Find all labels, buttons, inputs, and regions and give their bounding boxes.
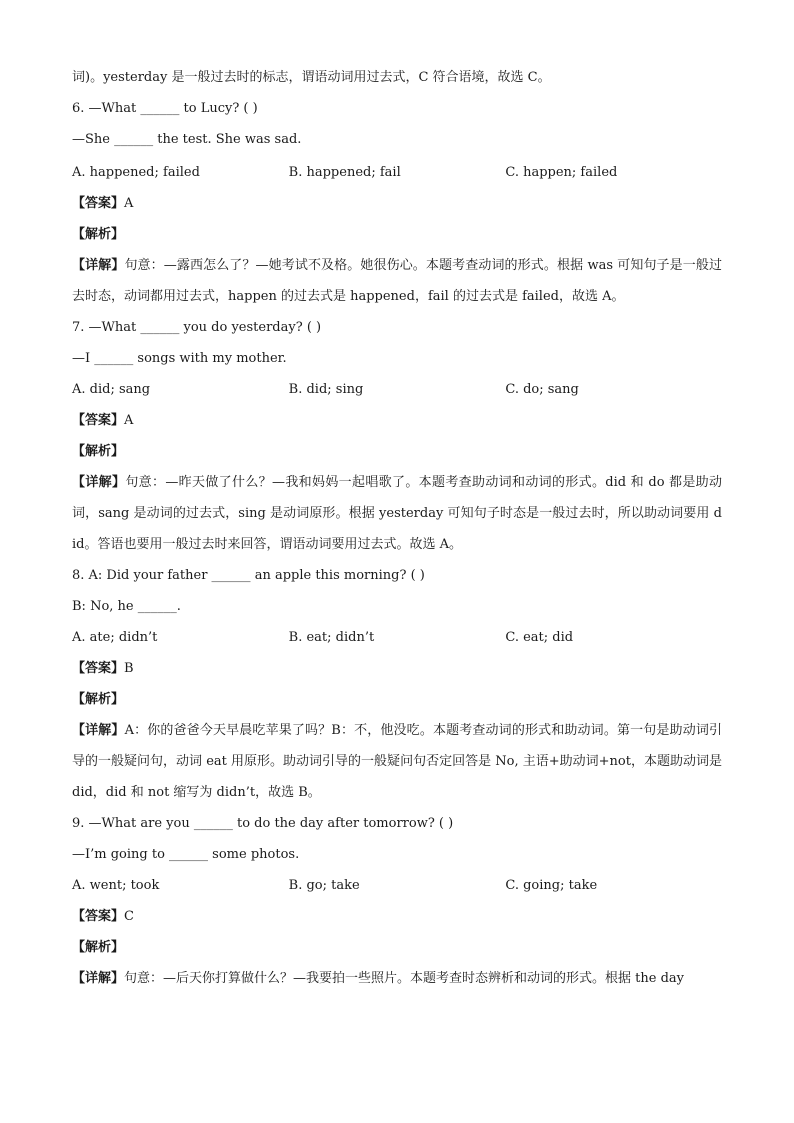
question-block [72,808,722,994]
answer-prompt-line: —She ______ the test. She was sad. [72,132,302,147]
answer-value: A [124,413,134,428]
answer-value: B [124,661,134,676]
answer-line [72,188,722,219]
option-b: B. eat; didn’t [288,630,375,645]
option-b: B. did; sing [288,382,364,397]
explanation [72,715,722,808]
explanation-text: 句意：—后天你打算做什么？—我要拍一些照片。本题考查时态辨析和动词的形式。根据 the day [124,971,684,986]
option-a: A. did; sang [72,382,151,397]
answer-line [72,653,722,684]
question-line: 6. —What ______ to Lucy? ( ) [72,101,258,116]
document-page [72,62,722,994]
answer-label: 【答案】 [72,909,125,924]
question-line: 7. —What ______ you do yesterday? ( ) [72,320,322,335]
answer-line [72,901,722,932]
detail-label: 【详解】 [72,475,126,490]
analysis-line [72,436,722,467]
explanation [72,250,722,312]
options-row [72,622,722,653]
analysis-line [72,219,722,250]
analysis-label: 【解析】 [72,940,125,955]
question-block [72,93,722,312]
option-c: C. do; sang [505,382,579,397]
question-block [72,560,722,808]
option-b: B. happened; fail [288,165,401,180]
option-c: C. happen; failed [505,165,618,180]
answer-label: 【答案】 [72,661,125,676]
option-a: A. ate; didn’t [72,630,158,645]
explanation [72,467,722,560]
options-row [72,374,722,405]
option-a: A. happened; failed [72,165,200,180]
option-b: B. go; take [288,878,360,893]
explanation-text: 句意：—露西怎么了？—她考试不及格。她很伤心。本题考查动词的形式。根据 was 可知句子是一般过去时态，动词都用过去式，happen 的过去式是 happened，fail 的过去式是 failed，故选 A。 [72,258,722,304]
options-row [72,870,722,901]
analysis-line [72,932,722,963]
analysis-line [72,684,722,715]
answer-label: 【答案】 [72,196,125,211]
analysis-label: 【解析】 [72,444,125,459]
detail-label: 【详解】 [72,723,125,738]
answer-value: A [124,196,134,211]
option-a: A. went; took [72,878,160,893]
analysis-label: 【解析】 [72,227,125,242]
explanation [72,963,722,994]
detail-label: 【详解】 [72,971,125,986]
answer-line [72,405,722,436]
question-line: 9. —What are you ______ to do the day after tomorrow? ( ) [72,816,454,831]
intro-line: 词)。yesterday 是一般过去时的标志，谓语动词用过去式，C 符合语境，故选 C。 [72,70,551,85]
option-c: C. eat; did [505,630,574,645]
answer-prompt-line: B: No, he ______. [72,599,181,614]
answer-prompt-line: —I’m going to ______ some photos. [72,847,300,862]
question-block [72,312,722,560]
detail-label: 【详解】 [72,258,125,273]
explanation-text: 句意：—昨天做了什么？—我和妈妈一起唱歌了。本题考查助动词和动词的形式。did 和 do 都是助动词，sang 是动词的过去式，sing 是动词原形。根据 yesterday 可知句子时态是一般过去时，所以助动词要用 did。答语也要用一般过去时来回答，谓语动词要用过去式。故选 A。 [72,475,722,552]
explanation-text: A：你的爸爸今天早晨吃苹果了吗？B：不，他没吃。本题考查动词的形式和助动词。第一句是助动词引导的一般疑问句，动词 eat 用原形。助动词引导的一般疑问句否定回答是 No, 主语+助动词+not，本题助动词是 did，did 和 not 缩写为 didn’t，故选 B。 [72,723,722,800]
answer-prompt-line: —I ______ songs with my mother. [72,351,287,366]
answer-label: 【答案】 [72,413,125,428]
options-row [72,157,722,188]
analysis-label: 【解析】 [72,692,125,707]
question-line: 8. A: Did your father ______ an apple this morning? ( ) [72,568,425,583]
answer-value: C [124,909,134,924]
option-c: C. going; take [505,878,598,893]
